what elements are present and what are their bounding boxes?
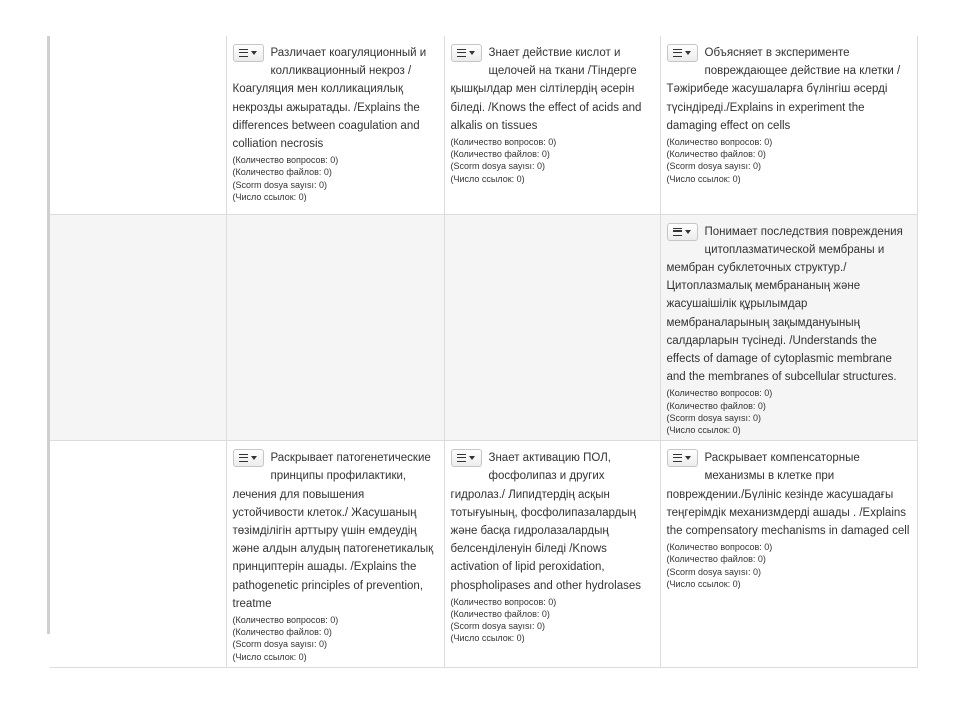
competency-item: [667, 44, 911, 135]
competency-cell: [660, 441, 917, 668]
competency-item: [451, 449, 654, 595]
table-row: [50, 441, 917, 668]
competency-cell: [660, 214, 917, 441]
resource-counts: [451, 136, 654, 185]
resource-counts: [667, 541, 911, 590]
hamburger-icon: [239, 454, 248, 462]
resource-counts: [233, 614, 438, 663]
competency-item: [667, 449, 911, 540]
file-count: (Количество файлов: 0): [666, 149, 766, 160]
file-count: (Количество файлов: 0): [666, 554, 766, 565]
question-count: (Количество вопросов: 0): [666, 137, 773, 148]
hamburger-icon: [457, 49, 466, 57]
question-count: (Количество вопросов: 0): [450, 137, 557, 148]
caret-down-icon: [251, 51, 257, 55]
action-menu-button[interactable]: [451, 44, 482, 62]
competency-text: Различает коагуляционный и колликвационный некроз / Коагуляция мен колликациялық некрозды ажыратады. /Explains the differences between coagulation and colliation necrosis: [232, 47, 427, 151]
empty-cell: [50, 36, 226, 214]
caret-down-icon: [251, 456, 257, 460]
action-menu-button[interactable]: [667, 44, 698, 62]
question-count: (Количество вопросов: 0): [232, 155, 339, 166]
hamburger-icon: [457, 454, 466, 462]
competency-table: [50, 36, 918, 668]
caret-down-icon: [469, 456, 475, 460]
link-count: (Число ссылок: 0): [666, 173, 741, 184]
competency-cell: [660, 36, 917, 214]
scorm-count: (Scorm dosya sayısı: 0): [232, 179, 328, 190]
competency-item: [667, 223, 911, 387]
empty-cell: [226, 214, 444, 441]
file-count: (Количество файлов: 0): [666, 400, 766, 411]
competency-cell: [444, 36, 660, 214]
resource-counts: [451, 596, 654, 645]
caret-down-icon: [685, 230, 691, 234]
empty-cell: [444, 214, 660, 441]
scorm-count: (Scorm dosya sayısı: 0): [450, 161, 546, 172]
competency-item: [233, 44, 438, 153]
link-count: (Число ссылок: 0): [232, 651, 307, 662]
scorm-count: (Scorm dosya sayısı: 0): [666, 566, 762, 577]
table-row: [50, 36, 917, 214]
empty-cell: [50, 441, 226, 668]
competency-cell: [444, 441, 660, 668]
resource-counts: [233, 154, 438, 203]
hamburger-icon: [239, 49, 248, 57]
caret-down-icon: [469, 51, 475, 55]
link-count: (Число ссылок: 0): [666, 424, 741, 435]
scorm-count: (Scorm dosya sayısı: 0): [232, 639, 328, 650]
link-count: (Число ссылок: 0): [450, 633, 525, 644]
action-menu-button[interactable]: [667, 449, 698, 467]
competency-text: Раскрывает компенсаторные механизмы в клетке при повреждении./Бүлініс кезінде жасушадағы теңгерімдік механизмдерді ашады . /Explains the compensatory mechanisms in damaged cell: [666, 452, 910, 537]
competency-text: Знает действие кислот и щелочей на ткани /Тіндерге қышқылдар мен сілтілердің әсерін біледі. /Knows the effect of acids and alkalis on tissues: [450, 47, 642, 132]
scorm-count: (Scorm dosya sayısı: 0): [666, 412, 762, 423]
action-menu-button[interactable]: [233, 44, 264, 62]
competency-item: [233, 449, 438, 613]
hamburger-icon: [673, 454, 682, 462]
competency-text: Понимает последствия повреждения цитоплазматической мембраны и мембран субклеточных структур./ Цитоплазмалық мембрананың және жасушаішілік құрылымдар мембраналарының зақымдануының салдарларын түсінеді. /Understands the effects of damage of cytoplasmic membrane and the membranes of subcellular structures.: [666, 225, 903, 384]
competency-text: Знает активацию ПОЛ, фосфолипаз и других гидролаз./ Липидтердің асқын тотығуының, фосфолипазалардың және басқа гидролазалардың белсенділенуін біледі /Knows activation of lipid peroxidation, phospholipases and other hydrolases: [450, 452, 642, 592]
question-count: (Количество вопросов: 0): [666, 388, 773, 399]
file-count: (Количество файлов: 0): [232, 627, 332, 638]
file-count: (Количество файлов: 0): [232, 167, 332, 178]
question-count: (Количество вопросов: 0): [666, 542, 773, 553]
question-count: (Количество вопросов: 0): [232, 614, 339, 625]
empty-cell: [50, 214, 226, 441]
question-count: (Количество вопросов: 0): [450, 596, 557, 607]
scorm-count: (Scorm dosya sayısı: 0): [666, 161, 762, 172]
link-count: (Число ссылок: 0): [450, 173, 525, 184]
action-menu-button[interactable]: [233, 449, 264, 467]
competency-cell: [226, 36, 444, 214]
hamburger-icon: [673, 49, 682, 57]
hamburger-icon: [673, 228, 682, 236]
caret-down-icon: [685, 51, 691, 55]
action-menu-button[interactable]: [451, 449, 482, 467]
file-count: (Количество файлов: 0): [450, 608, 550, 619]
competency-text: Раскрывает патогенетические принципы профилактики, лечения для повышения устойчивости клеток./ Жасушаның төзімділігін арттыру үшін емдеудің және алдын алудың патогенетикалық принциптерін ашады. /Explains the pathogenetic principles of prevention, treatme: [232, 452, 434, 610]
resource-counts: [667, 387, 911, 436]
competency-grid: [47, 36, 917, 662]
action-menu-button[interactable]: [667, 223, 698, 241]
competency-cell: [226, 441, 444, 668]
scorm-count: (Scorm dosya sayısı: 0): [450, 621, 546, 632]
link-count: (Число ссылок: 0): [232, 191, 307, 202]
resource-counts: [667, 136, 911, 185]
competency-text: Объясняет в эксперименте повреждающее действие на клетки /Тәжірибеде жасушаларға бүлінгіш әсерді түсіндіреді./Explains in experiment the damaging effect on cells: [666, 47, 901, 132]
caret-down-icon: [685, 456, 691, 460]
table-row: [50, 214, 917, 441]
competency-item: [451, 44, 654, 135]
link-count: (Число ссылок: 0): [666, 578, 741, 589]
file-count: (Количество файлов: 0): [450, 149, 550, 160]
